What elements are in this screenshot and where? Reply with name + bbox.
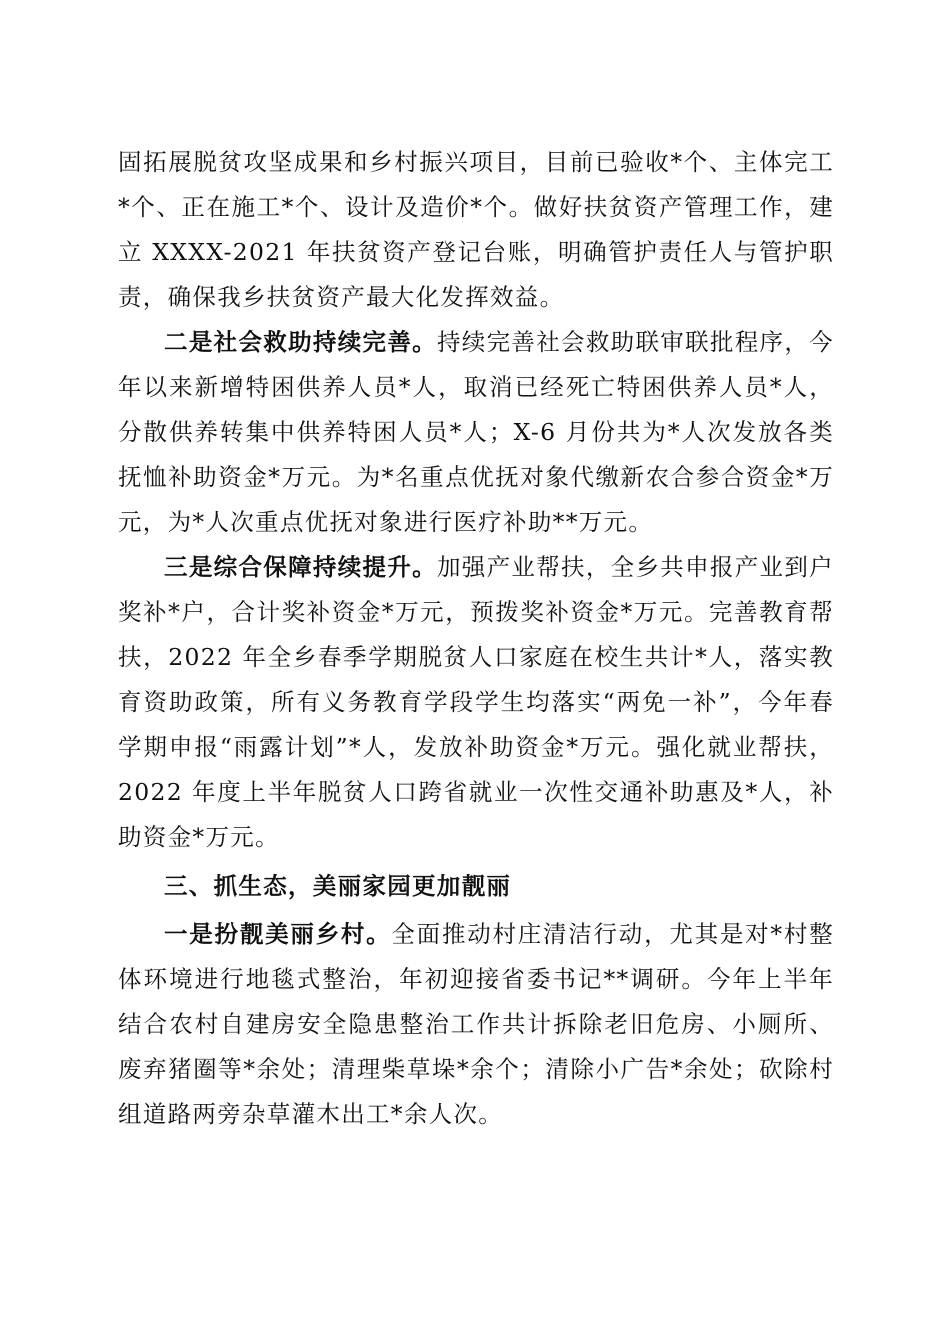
paragraph-lead: 三是综合保障持续提升。 bbox=[164, 553, 437, 581]
paragraph-lead: 二是社会救助持续完善。 bbox=[164, 328, 437, 356]
paragraph-comprehensive-security bbox=[118, 545, 834, 860]
document-page bbox=[118, 140, 834, 1137]
paragraph-body: 加强产业帮扶，全乡共申报产业到户奖补*户，合计奖补资金*万元，预拨奖补资金*万元。完善教育帮扶，2022 年全乡春季学期脱贫人口家庭在校生共计*人，落实教育资助政策，所有义务教育学段学生均落实“两免一补”，今年春学期申报“雨露计划”*人，发放补助资金*万元。强化就业帮扶，2022 年度上半年脱贫人口跨省就业一次性交通补助惠及*人，补助资金*万元。 bbox=[118, 553, 834, 851]
paragraph-beautiful-village bbox=[118, 912, 834, 1137]
paragraph-continuation bbox=[118, 140, 834, 320]
paragraph-body: 固拓展脱贫攻坚成果和乡村振兴项目，目前已验收*个、主体完工*个、正在施工*个、设计及造价*个。做好扶贫资产管理工作，建立 XXXX-2021 年扶贫资产登记台账，明确管护责任人与管护职责，确保我乡扶贫资产最大化发挥效益。 bbox=[118, 148, 834, 311]
section-heading: 三、抓生态，美丽家园更加靓丽 bbox=[164, 872, 512, 900]
paragraph-body: 全面推动村庄清洁行动，尤其是对*村整体环境进行地毯式整治，年初迎接省委书记**调研。今年上半年结合农村自建房安全隐患整治工作共计拆除老旧危房、小厕所、废弃猪圈等*余处；清理柴草垛*余个；清除小广告*余处；砍除村组道路两旁杂草灌木出工*余人次。 bbox=[118, 920, 834, 1128]
paragraph-social-assistance bbox=[118, 320, 834, 545]
paragraph-lead: 一是扮靓美丽乡村。 bbox=[164, 920, 392, 948]
paragraph-body: 持续完善社会救助联审联批程序，今年以来新增特困供养人员*人，取消已经死亡特困供养人员*人，分散供养转集中供养特困人员*人；X-6 月份共为*人次发放各类抚恤补助资金*万元。为*名重点优抚对象代缴新农合参合资金*万元，为*人次重点优抚对象进行医疗补助**万元。 bbox=[118, 328, 834, 536]
